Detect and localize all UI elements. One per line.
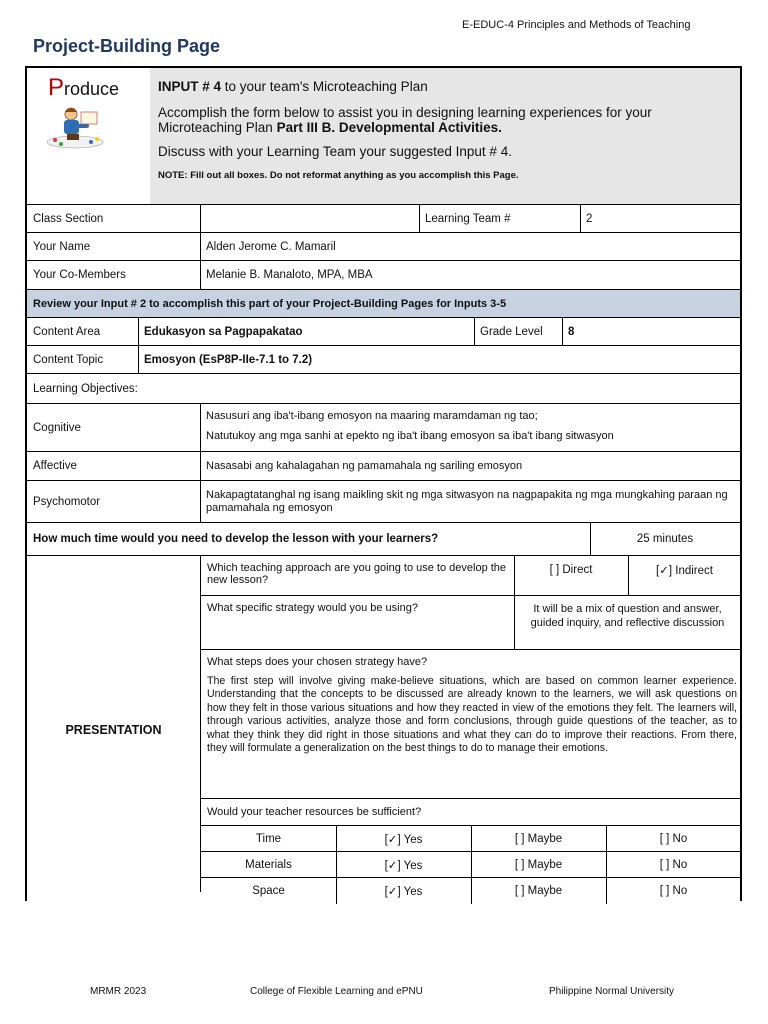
- footer-center: College of Flexible Learning and ePNU: [250, 986, 423, 997]
- learning-team-field[interactable]: 2: [586, 212, 593, 225]
- resources-question-row: [201, 799, 741, 826]
- learning-team-label: Learning Team #: [425, 212, 511, 225]
- your-name-label: Your Name: [33, 240, 91, 253]
- produce-panel: [27, 68, 150, 204]
- form-frame: [25, 66, 742, 901]
- approach-row: [201, 556, 741, 596]
- resource-yes-option[interactable]: [✓] Yes: [384, 834, 423, 846]
- affective-label: Affective: [33, 460, 77, 472]
- grade-level-field[interactable]: 8: [568, 325, 575, 338]
- steps-answer[interactable]: The first step will involve giving make-believe situations, which are based on common learner experience. Understanding that the concepts to be discussed are already known to the learners, we will ask questions on how they felt in those various situations and how they reacted in view of the emotions they felt. The learners will, through various activities, analyze those and form conclusions, through guide questions of the teacher, as to what they think they did right in those situations and what they can do to improve their reactions. From there, they will formulate a generalization on the best things to do to manage their emotions.: [207, 675, 737, 755]
- resource-maybe-option[interactable]: [ ] Maybe: [514, 885, 563, 897]
- time-answer[interactable]: 25 minutes: [636, 533, 694, 545]
- objectives-heading-row: [27, 373, 740, 403]
- grade-level-label: Grade Level: [480, 325, 543, 338]
- content-area-field[interactable]: Edukasyon sa Pagpapakatao: [144, 325, 303, 338]
- content-area-row: [27, 317, 740, 345]
- resource-yes-option[interactable]: [✓] Yes: [384, 886, 423, 898]
- indirect-option[interactable]: [✓] Indirect: [656, 565, 713, 577]
- psychomotor-label: Psychomotor: [33, 495, 101, 508]
- time-question: How much time would you need to develop the lesson with your learners?: [33, 533, 439, 545]
- class-section-row: [27, 204, 740, 232]
- resource-row-time: [201, 826, 741, 852]
- cognitive-field[interactable]: [200, 404, 740, 451]
- page-title: Project-Building Page: [33, 36, 221, 56]
- co-members-row: [27, 260, 740, 289]
- time-row: [27, 522, 740, 555]
- content-topic-row: [27, 345, 740, 373]
- resource-yes-option[interactable]: [✓] Yes: [384, 860, 423, 872]
- your-name-field[interactable]: Alden Jerome C. Mamaril: [206, 240, 336, 253]
- your-name-row: [27, 232, 740, 260]
- resource-row-space: [201, 878, 741, 904]
- resources-question: Would your teacher resources be sufficient?: [207, 806, 422, 818]
- strategy-row: [201, 596, 741, 650]
- steps-row: [201, 650, 741, 799]
- cognitive-row: [27, 403, 740, 451]
- resource-name: Space: [252, 885, 285, 897]
- resource-no-option[interactable]: [ ] No: [659, 885, 688, 897]
- content-area-label: Content Area: [33, 325, 101, 338]
- affective-field[interactable]: Nasasabi ang kahalagahan ng pamamahala ng sariling emosyon: [206, 460, 523, 472]
- class-section-field[interactable]: [200, 205, 419, 232]
- presentation-details: [200, 556, 740, 898]
- cognitive-objective-2: Natutukoy ang mga sanhi at epekto ng iba't ibang emosyon sa iba't ibang sitwasyon: [206, 430, 614, 442]
- affective-row: [27, 451, 740, 480]
- instructions-panel: [150, 68, 740, 204]
- cognitive-label: Cognitive: [33, 421, 81, 434]
- resource-row-materials: [201, 852, 741, 878]
- co-members-label: Your Co-Members: [33, 269, 126, 281]
- co-members-field[interactable]: Melanie B. Manaloto, MPA, MBA: [206, 269, 373, 281]
- psychomotor-field[interactable]: Nakapagtatanghal ng isang maikling skit ng mga sitwasyon na nagpapakita ng mga mungkahing paraan ng pamamahala ng emosyon: [206, 488, 728, 514]
- cognitive-objective-1: Nasusuri ang iba't-ibang emosyon na maaring maramdaman ng tao;: [206, 410, 538, 422]
- direct-option[interactable]: [ ] Direct: [549, 564, 593, 576]
- resource-no-option[interactable]: [ ] No: [659, 859, 688, 871]
- intro-block: [27, 68, 740, 204]
- approach-question: Which teaching approach are you going to use to develop the new lesson?: [207, 562, 507, 586]
- child-drawing-icon: [45, 106, 107, 150]
- resource-no-option[interactable]: [ ] No: [659, 833, 688, 845]
- note: NOTE: Fill out all boxes. Do not reformat anything as you accomplish this Page.: [158, 170, 519, 181]
- presentation-label: PRESENTATION: [65, 723, 162, 737]
- footer-right: Philippine Normal University: [549, 986, 675, 997]
- psychomotor-row: [27, 480, 740, 522]
- class-section-label: Class Section: [33, 212, 104, 225]
- content-topic-field[interactable]: Emosyon (EsP8P-IIe-7.1 to 7.2): [144, 353, 313, 366]
- input-heading: INPUT # 4 to your team's Microteaching Plan: [158, 79, 428, 94]
- review-banner: [27, 289, 740, 317]
- resource-maybe-option[interactable]: [ ] Maybe: [514, 833, 563, 845]
- produce-heading: Produce: [48, 74, 120, 101]
- objectives-heading: Learning Objectives:: [33, 382, 138, 395]
- review-banner-text: Review your Input # 2 to accomplish this part of your Project-Building Pages for Inputs 3-5: [33, 297, 507, 310]
- resource-name: Materials: [245, 859, 292, 871]
- content-topic-label: Content Topic: [33, 353, 104, 366]
- presentation-section: [27, 555, 740, 903]
- strategy-answer[interactable]: It will be a mix of question and answer, guided inquiry, and reflective discussion: [530, 603, 725, 629]
- strategy-question: What specific strategy would you be using?: [207, 602, 418, 614]
- discuss-instruction: Discuss with your Learning Team your suggested Input # 4.: [158, 144, 512, 159]
- steps-question: What steps does your chosen strategy have?: [207, 656, 428, 668]
- course-header: E-EDUC-4 Principles and Methods of Teaching: [462, 19, 691, 31]
- resource-maybe-option[interactable]: [ ] Maybe: [514, 859, 563, 871]
- footer-left: MRMR 2023: [90, 986, 147, 997]
- resource-name: Time: [255, 833, 282, 845]
- accomplish-instruction: Accomplish the form below to assist you in designing learning experiences for your Microteaching Plan Part III B. Developmental Activities.: [158, 105, 652, 135]
